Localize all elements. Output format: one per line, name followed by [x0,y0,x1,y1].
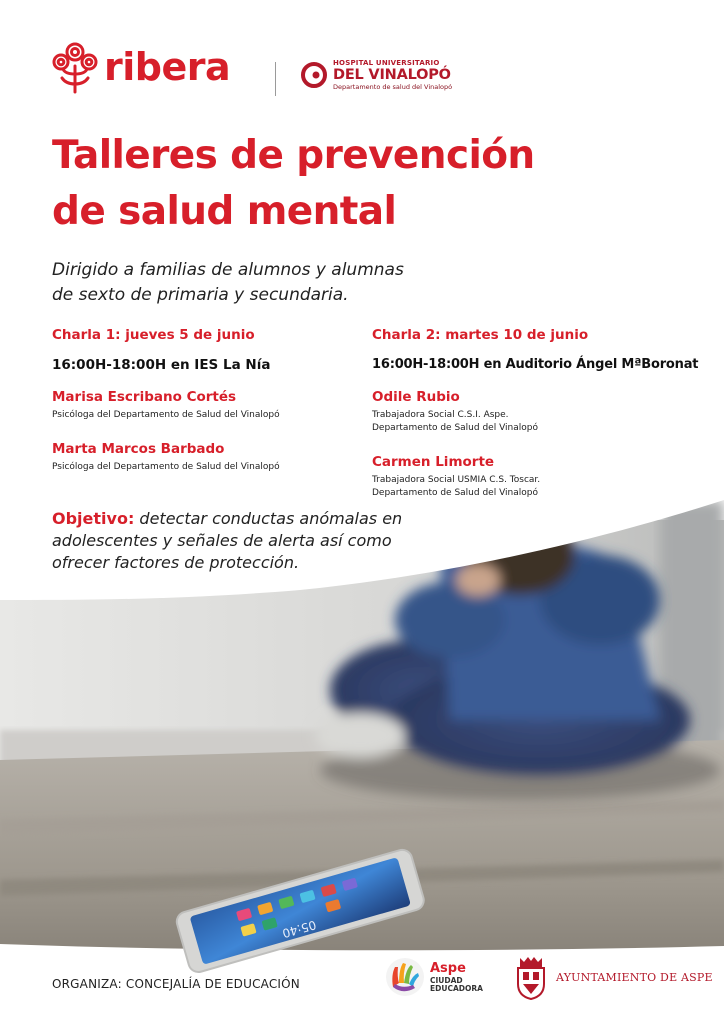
tree-spiral-icon [52,40,98,94]
intro-line2: de sexto de primaria y secundaria. [52,285,349,305]
objective-line2: adolescentes y señales de alerta así como [52,531,392,550]
speaker-role: Departamento de Salud del Vinalopó [372,423,538,433]
speaker [372,388,702,435]
ribera-wordmark: ribera [104,45,231,89]
ayuntamiento-text: AYUNTAMIENTO DE ASPE [556,970,713,984]
ribera-logo [52,40,230,94]
title-line1: Talleres de prevención [52,133,535,178]
coat-of-arms-icon [514,954,548,1000]
speaker [52,388,362,422]
hospital-line1: HOSPITAL UNIVERSITARIO [333,59,440,67]
speaker-role: Departamento de Salud del Vinalopó [372,488,538,498]
objective-line3: ofrecer factores de protección. [52,553,300,572]
organizer-text: ORGANIZA: CONCEJALÍA DE EDUCACIÓN [52,977,300,991]
speaker [52,440,362,474]
hospital-line2: DEL VINALOPÓ [333,67,451,83]
objective [52,508,452,574]
ayuntamiento-logo [514,954,713,1000]
logo-divider [275,62,276,96]
speaker-role: Psicóloga del Departamento de Salud del Vinalopó [52,410,280,420]
charla-1-heading: Charla 1: jueves 5 de junio [52,327,255,343]
charla-2-time: 16:00H-18:00H en Auditorio Ángel MªBoronat [372,357,699,372]
speaker-name: Carmen Limorte [372,454,495,470]
speaker-name: Marisa Escribano Cortés [52,389,237,405]
phone-clock-text: 05:40 [280,917,318,941]
aspe-line2: CIUDAD [430,975,463,985]
hospital-line3: Departamento de salud del Vinalopó [333,82,453,91]
speaker-role: Psicóloga del Departamento de Salud del Vinalopó [52,462,280,472]
objective-label: Objetivo: [52,509,135,528]
colorful-hand-icon [385,957,425,997]
intro-line1: Dirigido a familias de alumnos y alumnas [52,260,404,280]
charla-1 [52,326,362,474]
charla-2-heading: Charla 2: martes 10 de junio [372,327,589,343]
aspe-ciudad-educadora-logo [385,957,483,997]
hospital-logo [300,60,452,90]
speaker-role: Trabajadora Social C.S.I. Aspe. [372,410,509,420]
speaker-name: Marta Marcos Barbado [52,441,225,457]
poster-title [52,128,535,240]
intro-text [52,258,404,308]
aspe-line1: Aspe [430,960,466,976]
speaker-role: Trabajadora Social USMIA C.S. Toscar. [372,475,541,485]
objective-line1: detectar conductas anómalas en [134,509,403,528]
speaker [372,453,702,500]
aspe-line3: EDUCADORA [430,984,483,993]
speaker-name: Odile Rubio [372,389,460,405]
charla-1-time: 16:00H-18:00H en IES La Nía [52,357,271,373]
circle-emblem-icon [300,61,328,89]
title-line2: de salud mental [52,189,397,234]
charla-2 [372,326,702,500]
